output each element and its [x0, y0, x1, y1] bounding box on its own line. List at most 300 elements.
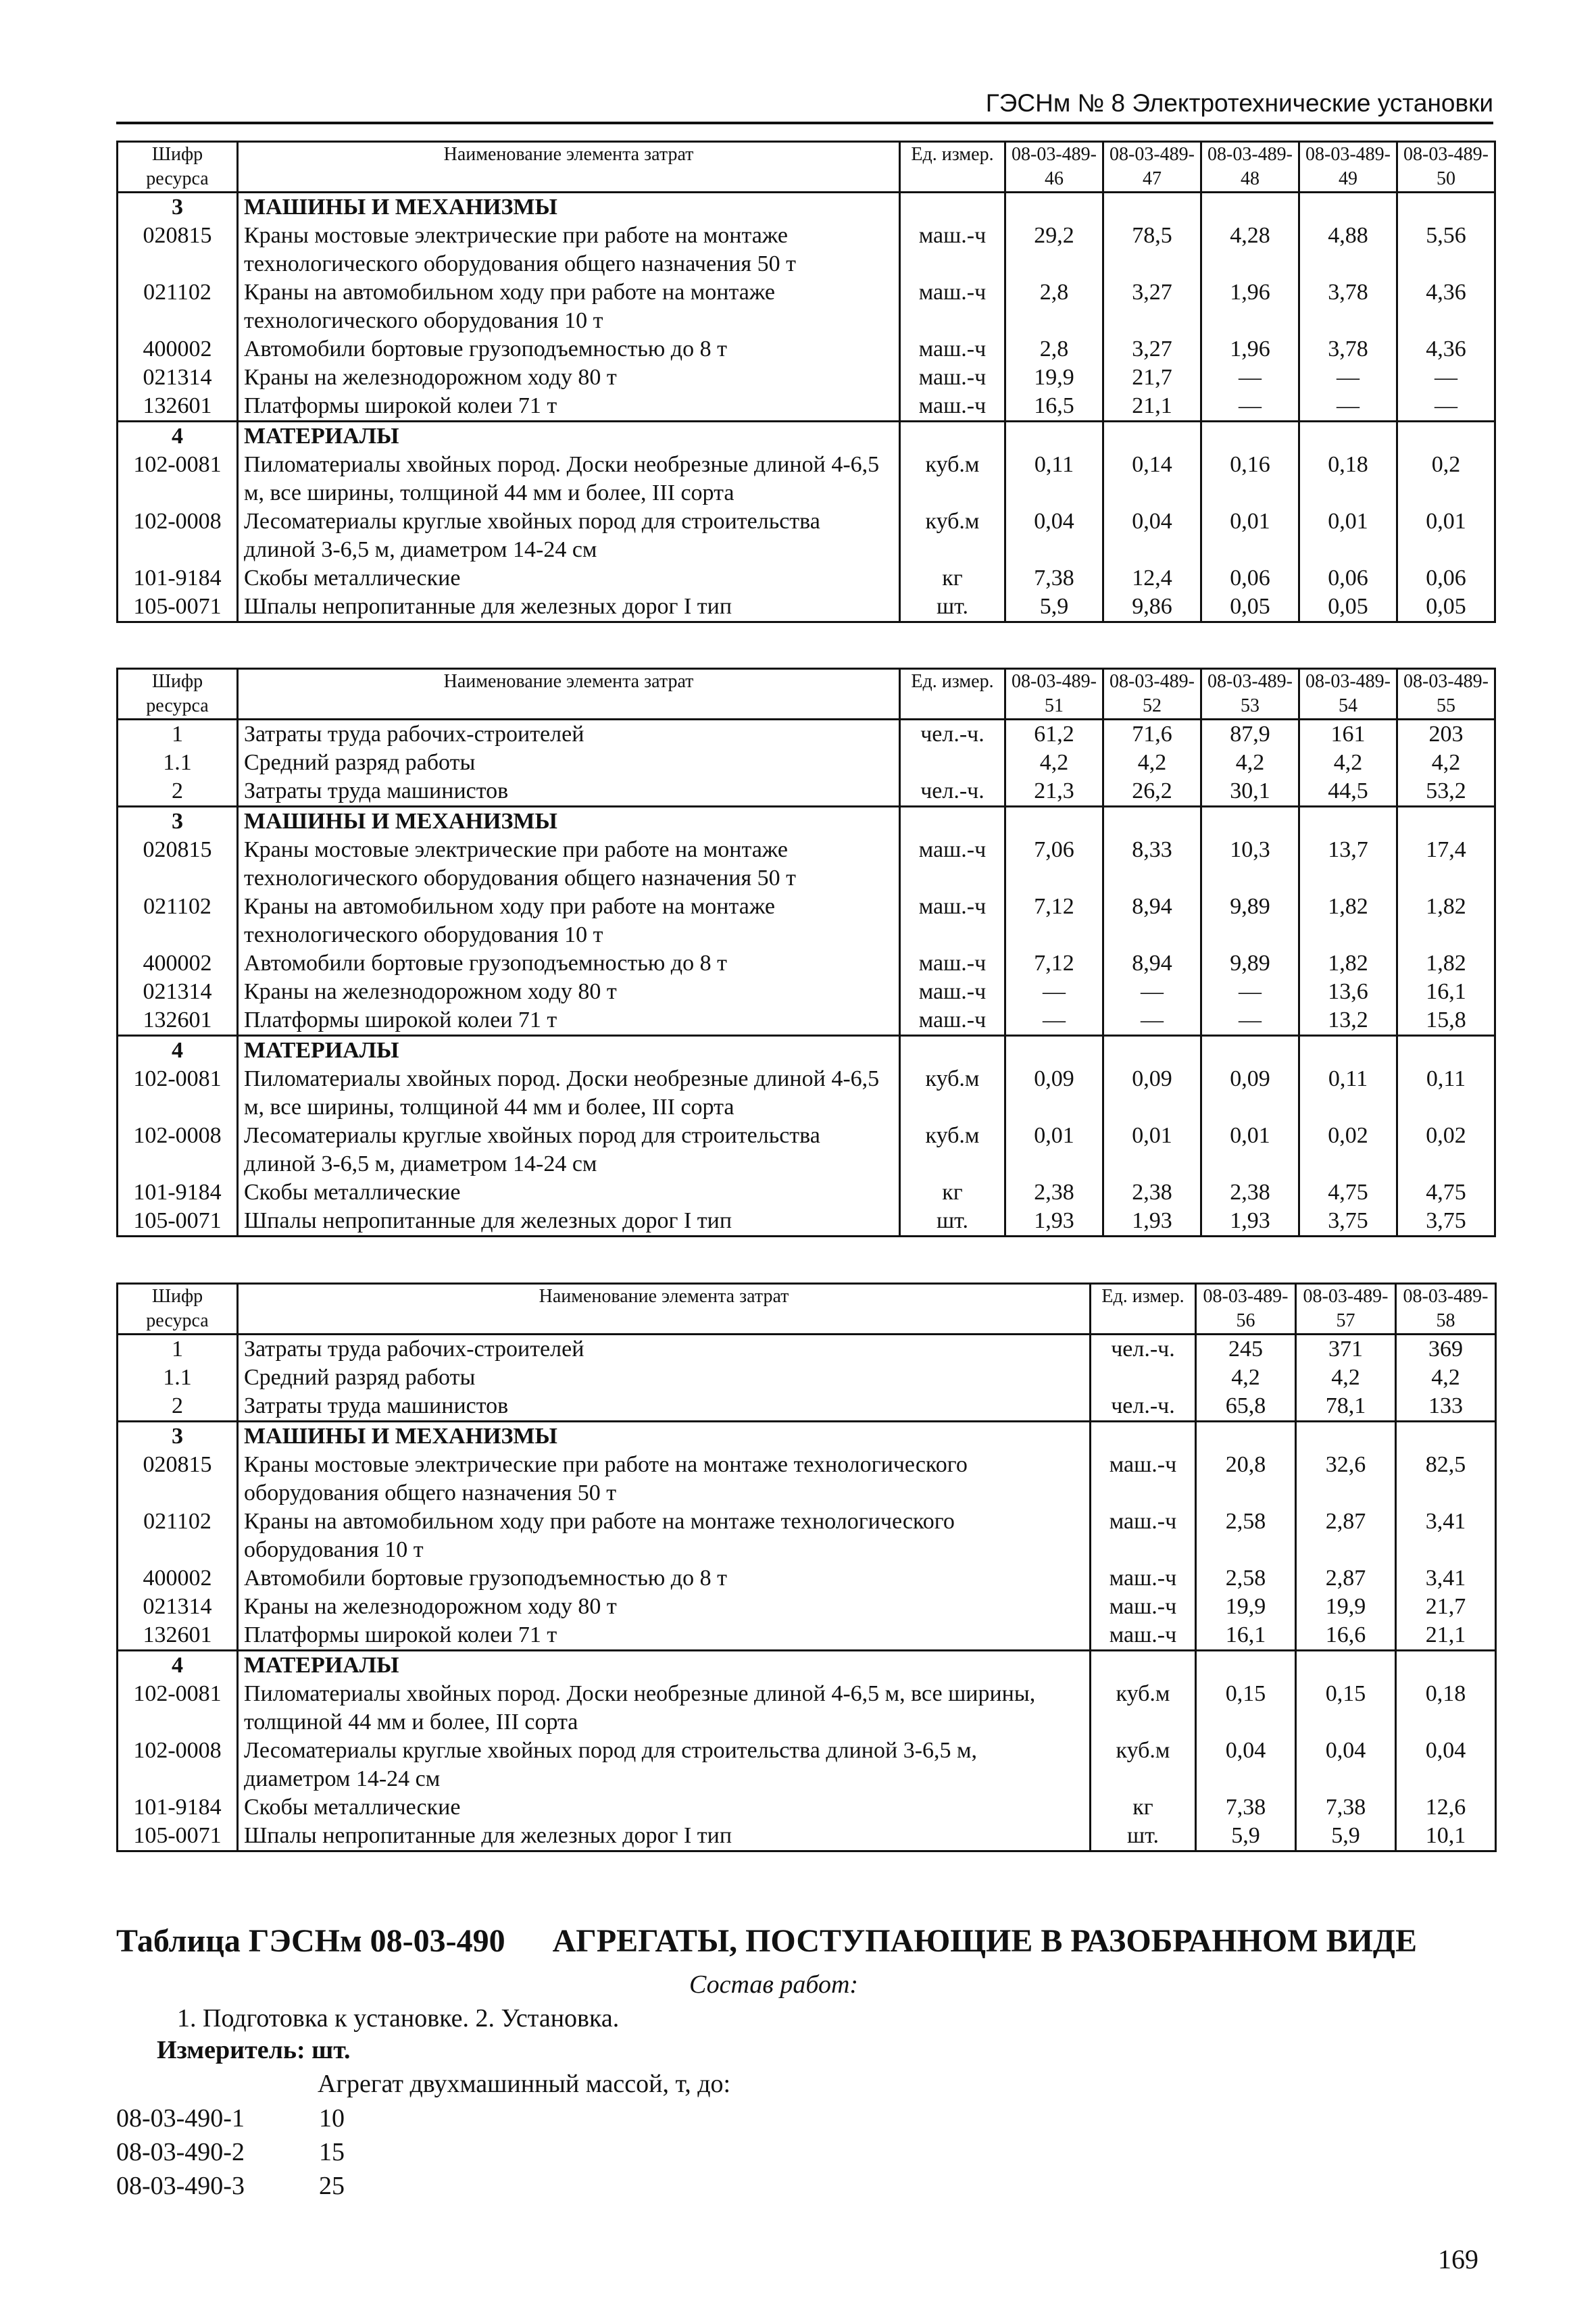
resource-unit: маш.-ч [900, 335, 1005, 364]
resource-code: 1 [118, 1335, 238, 1364]
norm-mass: 25 [319, 2172, 345, 2200]
table-row [118, 1178, 1495, 1207]
resource-code: 101-9184 [118, 564, 238, 593]
norm-value: 13,6 [1299, 978, 1397, 1006]
norm-value: 4,2 [1397, 749, 1495, 777]
norm-value: 4,2 [1296, 1364, 1396, 1392]
norm-value: 0,01 [1005, 1122, 1103, 1178]
resource-name: Скобы металлические [238, 564, 900, 593]
norm-value: 7,38 [1296, 1793, 1396, 1822]
norm-value: 0,04 [1103, 507, 1201, 564]
resource-code: 2 [118, 1392, 238, 1422]
resource-name: Автомобили бортовые грузоподъемностью до 8 т [238, 1564, 1091, 1593]
norm-value [1397, 193, 1495, 222]
resource-name: Краны на автомобильном ходу при работе на монтаже технологического оборудования 10 т [238, 893, 900, 949]
norm-value: 0,04 [1396, 1737, 1496, 1793]
resource-code: 102-0081 [118, 451, 238, 507]
resource-code: 400002 [118, 1564, 238, 1593]
resource-name: Шпалы непропитанные для железных дорог I тип [238, 1822, 1091, 1851]
norm-value: 16,6 [1296, 1621, 1396, 1651]
norm-value [1201, 807, 1299, 837]
norm-value: 369 [1396, 1335, 1496, 1364]
resource-unit: куб.м [1091, 1680, 1196, 1737]
resource-code: 101-9184 [118, 1178, 238, 1207]
norm-value: 0,05 [1299, 593, 1397, 622]
table-row [118, 1508, 1496, 1564]
norm-value: 2,87 [1296, 1508, 1396, 1564]
norm-value: 0,02 [1299, 1122, 1397, 1178]
resource-unit [1091, 1364, 1196, 1392]
resource-code: 105-0071 [118, 593, 238, 622]
table-row [118, 1737, 1496, 1793]
resource-name: МАШИНЫ И МЕХАНИЗМЫ [238, 807, 900, 837]
resource-unit: шт. [900, 1207, 1005, 1237]
resource-name: Средний разряд работы [238, 1364, 1091, 1392]
norm-value: 1,82 [1397, 893, 1495, 949]
table-row [118, 564, 1495, 593]
norm-value: 61,2 [1005, 720, 1103, 749]
resource-unit [1091, 1651, 1196, 1681]
resource-code: 020815 [118, 836, 238, 893]
norm-value: 1,93 [1005, 1207, 1103, 1237]
norm-mass: 15 [319, 2138, 345, 2166]
resource-code: 021102 [118, 278, 238, 335]
resource-name: МАТЕРИАЛЫ [238, 1651, 1091, 1681]
norm-value [1296, 1422, 1396, 1451]
norm-value: 7,38 [1196, 1793, 1296, 1822]
norm-value: 65,8 [1196, 1392, 1296, 1422]
norm-value: 5,9 [1296, 1822, 1396, 1851]
resource-unit: кг [900, 564, 1005, 593]
col-header-norm: 08-03-489-53 [1201, 669, 1299, 720]
resource-unit: чел.-ч. [1091, 1335, 1196, 1364]
col-header-norm: 08-03-489-47 [1103, 142, 1201, 193]
resource-code: 020815 [118, 1451, 238, 1508]
resource-name: Краны на железнодорожном ходу 80 т [238, 978, 900, 1006]
col-header-norm: 08-03-489-49 [1299, 142, 1397, 193]
resource-unit: кг [900, 1178, 1005, 1207]
norm-value [1396, 1651, 1496, 1681]
resource-name: Краны на железнодорожном ходу 80 т [238, 364, 900, 392]
norm-value: 371 [1296, 1335, 1396, 1364]
section-row [118, 1036, 1495, 1066]
resource-code: 400002 [118, 949, 238, 978]
norm-value: 0,11 [1005, 451, 1103, 507]
norm-value: 9,86 [1103, 593, 1201, 622]
norm-value: 4,2 [1201, 749, 1299, 777]
meter-text: Измеритель: шт. [157, 2036, 351, 2064]
norm-value: — [1005, 978, 1103, 1006]
resource-name: Автомобили бортовые грузоподъемностью до 8 т [238, 949, 900, 978]
norm-value: 0,06 [1299, 564, 1397, 593]
table-row [118, 1207, 1495, 1237]
col-header-norm: 08-03-489-54 [1299, 669, 1397, 720]
norm-value: 19,9 [1296, 1593, 1396, 1621]
resource-unit: маш.-ч [900, 978, 1005, 1006]
norm-value: 1,82 [1397, 949, 1495, 978]
section-table-name: АГРЕГАТЫ, ПОСТУПАЮЩИЕ В РАЗОБРАННОМ ВИДЕ [552, 1923, 1417, 1959]
norm-value: 16,5 [1005, 392, 1103, 422]
table-row [118, 1122, 1495, 1178]
resource-code: 132601 [118, 1621, 238, 1651]
norm-value: 1,82 [1299, 893, 1397, 949]
norm-value: 2,58 [1196, 1508, 1296, 1564]
resource-code: 132601 [118, 1006, 238, 1036]
table-row [118, 749, 1495, 777]
norm-value: 16,1 [1196, 1621, 1296, 1651]
col-header-norm: 08-03-489-57 [1296, 1284, 1396, 1335]
header-row [118, 1284, 1496, 1335]
resource-name: МАТЕРИАЛЫ [238, 1036, 900, 1066]
norm-value: 10,3 [1201, 836, 1299, 893]
norm-value [1005, 1036, 1103, 1066]
table-row [118, 364, 1495, 392]
norms-list [116, 2101, 345, 2203]
resource-name: Автомобили бортовые грузоподъемностью до 8 т [238, 335, 900, 364]
resource-code: 102-0008 [118, 507, 238, 564]
norm-value [1103, 422, 1201, 451]
norm-value: — [1201, 392, 1299, 422]
resource-code: 4 [118, 1036, 238, 1066]
resource-code: 400002 [118, 335, 238, 364]
works-label: Состав работ: [689, 1970, 859, 1999]
table-row [118, 836, 1495, 893]
norm-value: — [1397, 392, 1495, 422]
norm-value: — [1103, 978, 1201, 1006]
resource-code: 021102 [118, 1508, 238, 1564]
norm-value: 4,36 [1397, 278, 1495, 335]
norm-value: 44,5 [1299, 777, 1397, 807]
norm-value: 19,9 [1005, 364, 1103, 392]
norm-value: 12,4 [1103, 564, 1201, 593]
resource-name: Краны мостовые электрические при работе на монтаже технологического оборудования общего назначения 50 т [238, 222, 900, 278]
norm-value: 0,15 [1296, 1680, 1396, 1737]
norm-value: 21,7 [1396, 1593, 1496, 1621]
col-header-unit: Ед. измер. [1091, 1284, 1196, 1335]
norm-value: 161 [1299, 720, 1397, 749]
norm-value: 3,78 [1299, 278, 1397, 335]
resource-name: Краны на железнодорожном ходу 80 т [238, 1593, 1091, 1621]
resource-code: 3 [118, 193, 238, 222]
resource-name: МАШИНЫ И МЕХАНИЗМЫ [238, 1422, 1091, 1451]
resource-table-2 [116, 668, 1496, 1237]
section-row [118, 1651, 1496, 1681]
resource-unit: маш.-ч [900, 1006, 1005, 1036]
table-row [118, 949, 1495, 978]
norm-value [1299, 193, 1397, 222]
resource-code: 021314 [118, 978, 238, 1006]
section-table-id: Таблица ГЭСНм 08-03-490 [116, 1923, 505, 1959]
table-row [118, 978, 1495, 1006]
norm-value: 0,06 [1397, 564, 1495, 593]
norm-value [1299, 807, 1397, 837]
norm-value: 4,2 [1103, 749, 1201, 777]
norm-value: 0,18 [1396, 1680, 1496, 1737]
norm-value: 0,09 [1201, 1065, 1299, 1122]
table-row [118, 1364, 1496, 1392]
norm-value: 82,5 [1396, 1451, 1496, 1508]
norm-value: 0,04 [1296, 1737, 1396, 1793]
norm-value: 9,89 [1201, 949, 1299, 978]
norm-value: 4,36 [1397, 335, 1495, 364]
norm-value [1299, 422, 1397, 451]
norm-value: 4,75 [1299, 1178, 1397, 1207]
norm-value: 0,15 [1196, 1680, 1296, 1737]
table-row [118, 278, 1495, 335]
norm-value: 2,38 [1103, 1178, 1201, 1207]
resource-name: Затраты труда рабочих-строителей [238, 1335, 1091, 1364]
norm-value: 3,75 [1299, 1207, 1397, 1237]
norm-code: 08-03-490-2 [116, 2138, 245, 2166]
norm-value: 133 [1396, 1392, 1496, 1422]
resource-name: Краны мостовые электрические при работе на монтаже технологического оборудования общего назначения 50 т [238, 1451, 1091, 1508]
norm-value: 0,01 [1397, 507, 1495, 564]
resource-unit: кг [1091, 1793, 1196, 1822]
norm-value: 3,27 [1103, 335, 1201, 364]
norm-value: 0,11 [1397, 1065, 1495, 1122]
table-row [118, 1335, 1496, 1364]
norm-value: 3,78 [1299, 335, 1397, 364]
resource-table-3 [116, 1283, 1497, 1852]
norm-value: 0,09 [1103, 1065, 1201, 1122]
col-header-norm: 08-03-489-48 [1201, 142, 1299, 193]
norm-value: 1,82 [1299, 949, 1397, 978]
resource-name: Затраты труда машинистов [238, 777, 900, 807]
norm-value: 7,12 [1005, 949, 1103, 978]
col-header-norm: 08-03-489-46 [1005, 142, 1103, 193]
norm-value: 0,18 [1299, 451, 1397, 507]
resource-name: Краны на автомобильном ходу при работе на монтаже технологического оборудования 10 т [238, 1508, 1091, 1564]
table-row [118, 222, 1495, 278]
resource-code: 1 [118, 720, 238, 749]
norm-value: 4,2 [1005, 749, 1103, 777]
norm-code: 08-03-490-3 [116, 2172, 245, 2200]
norm-value: 29,2 [1005, 222, 1103, 278]
resource-name: Лесоматериалы круглые хвойных пород для строительства длиной 3-6,5 м, диаметром 14-24 см [238, 1122, 900, 1178]
table-row [118, 392, 1495, 422]
norm-value: — [1201, 1006, 1299, 1036]
col-header-code: Шифр ресурса [118, 1284, 238, 1335]
norm-value: 0,01 [1201, 1122, 1299, 1178]
col-header-name: Наименование элемента затрат [238, 142, 900, 193]
norm-value: 32,6 [1296, 1451, 1396, 1508]
section-row [118, 807, 1495, 837]
norm-value [1201, 422, 1299, 451]
resource-code: 102-0008 [118, 1737, 238, 1793]
resource-unit: чел.-ч. [900, 777, 1005, 807]
norm-value: 0,11 [1299, 1065, 1397, 1122]
table-row [118, 1065, 1495, 1122]
norm-value: 8,33 [1103, 836, 1201, 893]
resource-unit: маш.-ч [900, 222, 1005, 278]
norm-value: 71,6 [1103, 720, 1201, 749]
col-header-norm: 08-03-489-55 [1397, 669, 1495, 720]
norm-value: 87,9 [1201, 720, 1299, 749]
norm-value: 78,5 [1103, 222, 1201, 278]
resource-code: 3 [118, 807, 238, 837]
norm-value: 0,01 [1201, 507, 1299, 564]
resource-code: 132601 [118, 392, 238, 422]
norm-value: 2,8 [1005, 278, 1103, 335]
norm-value [1201, 193, 1299, 222]
resource-code: 105-0071 [118, 1207, 238, 1237]
col-header-norm: 08-03-489-50 [1397, 142, 1495, 193]
resource-name: Пиломатериалы хвойных пород. Доски необрезные длиной 4-6,5 м, все ширины, толщиной 44 мм и более, III сорта [238, 1065, 900, 1122]
norm-value [1005, 807, 1103, 837]
resource-unit: маш.-ч [1091, 1508, 1196, 1564]
norm-value: 1,96 [1201, 335, 1299, 364]
col-header-code: Шифр ресурса [118, 142, 238, 193]
norm-value: 20,8 [1196, 1451, 1296, 1508]
norm-value: 245 [1196, 1335, 1296, 1364]
norm-value: — [1103, 1006, 1201, 1036]
norm-value [1196, 1651, 1296, 1681]
resource-unit: маш.-ч [1091, 1621, 1196, 1651]
resource-code: 021102 [118, 893, 238, 949]
norm-list-item [116, 2101, 345, 2135]
resource-unit: маш.-ч [1091, 1593, 1196, 1621]
resource-unit: маш.-ч [900, 836, 1005, 893]
section-title [116, 1922, 1417, 1960]
resource-unit: куб.м [1091, 1737, 1196, 1793]
resource-unit: чел.-ч. [900, 720, 1005, 749]
norm-value: 0,04 [1196, 1737, 1296, 1793]
norm-value [1397, 807, 1495, 837]
resource-name: Пиломатериалы хвойных пород. Доски необрезные длиной 4-6,5 м, все ширины, толщиной 44 мм и более, III сорта [238, 1680, 1091, 1737]
running-header: ГЭСНм № 8 Электротехнические установки [116, 86, 1493, 124]
norm-value: — [1397, 364, 1495, 392]
resource-code: 2 [118, 777, 238, 807]
norm-value: 2,38 [1201, 1178, 1299, 1207]
resource-code: 101-9184 [118, 1793, 238, 1822]
col-header-unit: Ед. измер. [900, 669, 1005, 720]
col-header-norm: 08-03-489-56 [1196, 1284, 1296, 1335]
norm-value: 3,41 [1396, 1508, 1496, 1564]
col-header-unit: Ед. измер. [900, 142, 1005, 193]
resource-name: Платформы широкой колеи 71 т [238, 392, 900, 422]
norm-value: 9,89 [1201, 893, 1299, 949]
resource-unit: маш.-ч [1091, 1564, 1196, 1593]
norm-value [1201, 1036, 1299, 1066]
norm-value: 0,02 [1397, 1122, 1495, 1178]
section-row [118, 1422, 1496, 1451]
resource-name: Затраты труда машинистов [238, 1392, 1091, 1422]
resource-name: Краны мостовые электрические при работе на монтаже технологического оборудования общего назначения 50 т [238, 836, 900, 893]
norm-value: 4,2 [1299, 749, 1397, 777]
norm-value: 1,96 [1201, 278, 1299, 335]
norm-value: 16,1 [1397, 978, 1495, 1006]
norm-value: — [1201, 978, 1299, 1006]
table-row [118, 1593, 1496, 1621]
norm-value: 13,2 [1299, 1006, 1397, 1036]
norm-value: 4,28 [1201, 222, 1299, 278]
resource-name: Краны на автомобильном ходу при работе на монтаже технологического оборудования 10 т [238, 278, 900, 335]
section-row [118, 422, 1495, 451]
resource-name: МАШИНЫ И МЕХАНИЗМЫ [238, 193, 900, 222]
resource-code: 3 [118, 1422, 238, 1451]
norm-value: 3,27 [1103, 278, 1201, 335]
resource-unit: куб.м [900, 507, 1005, 564]
resource-unit: маш.-ч [1091, 1451, 1196, 1508]
resource-table-1 [116, 141, 1496, 623]
norm-list-item [116, 2135, 345, 2169]
norm-value: 21,1 [1103, 392, 1201, 422]
norm-value [1103, 807, 1201, 837]
norm-value: 2,38 [1005, 1178, 1103, 1207]
table-row [118, 1451, 1496, 1508]
resource-unit: куб.м [900, 451, 1005, 507]
norm-value [1103, 1036, 1201, 1066]
norm-value: 78,1 [1296, 1392, 1396, 1422]
norm-value [1396, 1422, 1496, 1451]
norm-list-item [116, 2169, 345, 2203]
norm-value: 2,8 [1005, 335, 1103, 364]
resource-name: Шпалы непропитанные для железных дорог I тип [238, 1207, 900, 1237]
norm-value: 0,01 [1103, 1122, 1201, 1178]
norm-value: 19,9 [1196, 1593, 1296, 1621]
norm-value [1196, 1422, 1296, 1451]
norm-value: 21,1 [1396, 1621, 1496, 1651]
norm-value: 0,09 [1005, 1065, 1103, 1122]
table-row [118, 1793, 1496, 1822]
norm-value: 30,1 [1201, 777, 1299, 807]
resource-unit: маш.-ч [900, 392, 1005, 422]
resource-unit: маш.-ч [900, 364, 1005, 392]
norm-value: 0,14 [1103, 451, 1201, 507]
resource-name: Лесоматериалы круглые хвойных пород для строительства длиной 3-6,5 м, диаметром 14-24 см [238, 507, 900, 564]
norm-value: 26,2 [1103, 777, 1201, 807]
resource-name: Затраты труда рабочих-строителей [238, 720, 900, 749]
table-row [118, 507, 1495, 564]
works-text: 1. Подготовка к установке. 2. Установка. [177, 2004, 620, 2033]
norm-value: 10,1 [1396, 1822, 1496, 1851]
norm-value: — [1005, 1006, 1103, 1036]
resource-name: Лесоматериалы круглые хвойных пород для строительства длиной 3-6,5 м, диаметром 14-24 см [238, 1737, 1091, 1793]
norm-value: 13,7 [1299, 836, 1397, 893]
table-row [118, 1680, 1496, 1737]
norm-value: 1,93 [1201, 1207, 1299, 1237]
table-row [118, 1564, 1496, 1593]
norm-value: 5,9 [1005, 593, 1103, 622]
norm-mass: 10 [319, 2104, 345, 2133]
norm-value: 7,38 [1005, 564, 1103, 593]
col-header-name: Наименование элемента затрат [238, 669, 900, 720]
norm-value: — [1201, 364, 1299, 392]
resource-code: 105-0071 [118, 1822, 238, 1851]
norm-value: 4,75 [1397, 1178, 1495, 1207]
norm-value [1397, 1036, 1495, 1066]
section-row [118, 193, 1495, 222]
norm-value [1296, 1651, 1396, 1681]
resource-name: Платформы широкой колеи 71 т [238, 1006, 900, 1036]
header-row [118, 142, 1495, 193]
resource-name: Пиломатериалы хвойных пород. Доски необрезные длиной 4-6,5 м, все ширины, толщиной 44 мм и более, III сорта [238, 451, 900, 507]
resource-code: 021314 [118, 364, 238, 392]
resource-code: 1.1 [118, 1364, 238, 1392]
resource-name: МАТЕРИАЛЫ [238, 422, 900, 451]
norm-value: 203 [1397, 720, 1495, 749]
resource-unit [900, 749, 1005, 777]
norm-value: 8,94 [1103, 949, 1201, 978]
resource-unit: шт. [1091, 1822, 1196, 1851]
resource-code: 020815 [118, 222, 238, 278]
resource-unit: маш.-ч [900, 949, 1005, 978]
table-row [118, 335, 1495, 364]
col-header-norm: 08-03-489-52 [1103, 669, 1201, 720]
norm-value: 0,16 [1201, 451, 1299, 507]
resource-unit: куб.м [900, 1122, 1005, 1178]
norm-value: — [1299, 392, 1397, 422]
